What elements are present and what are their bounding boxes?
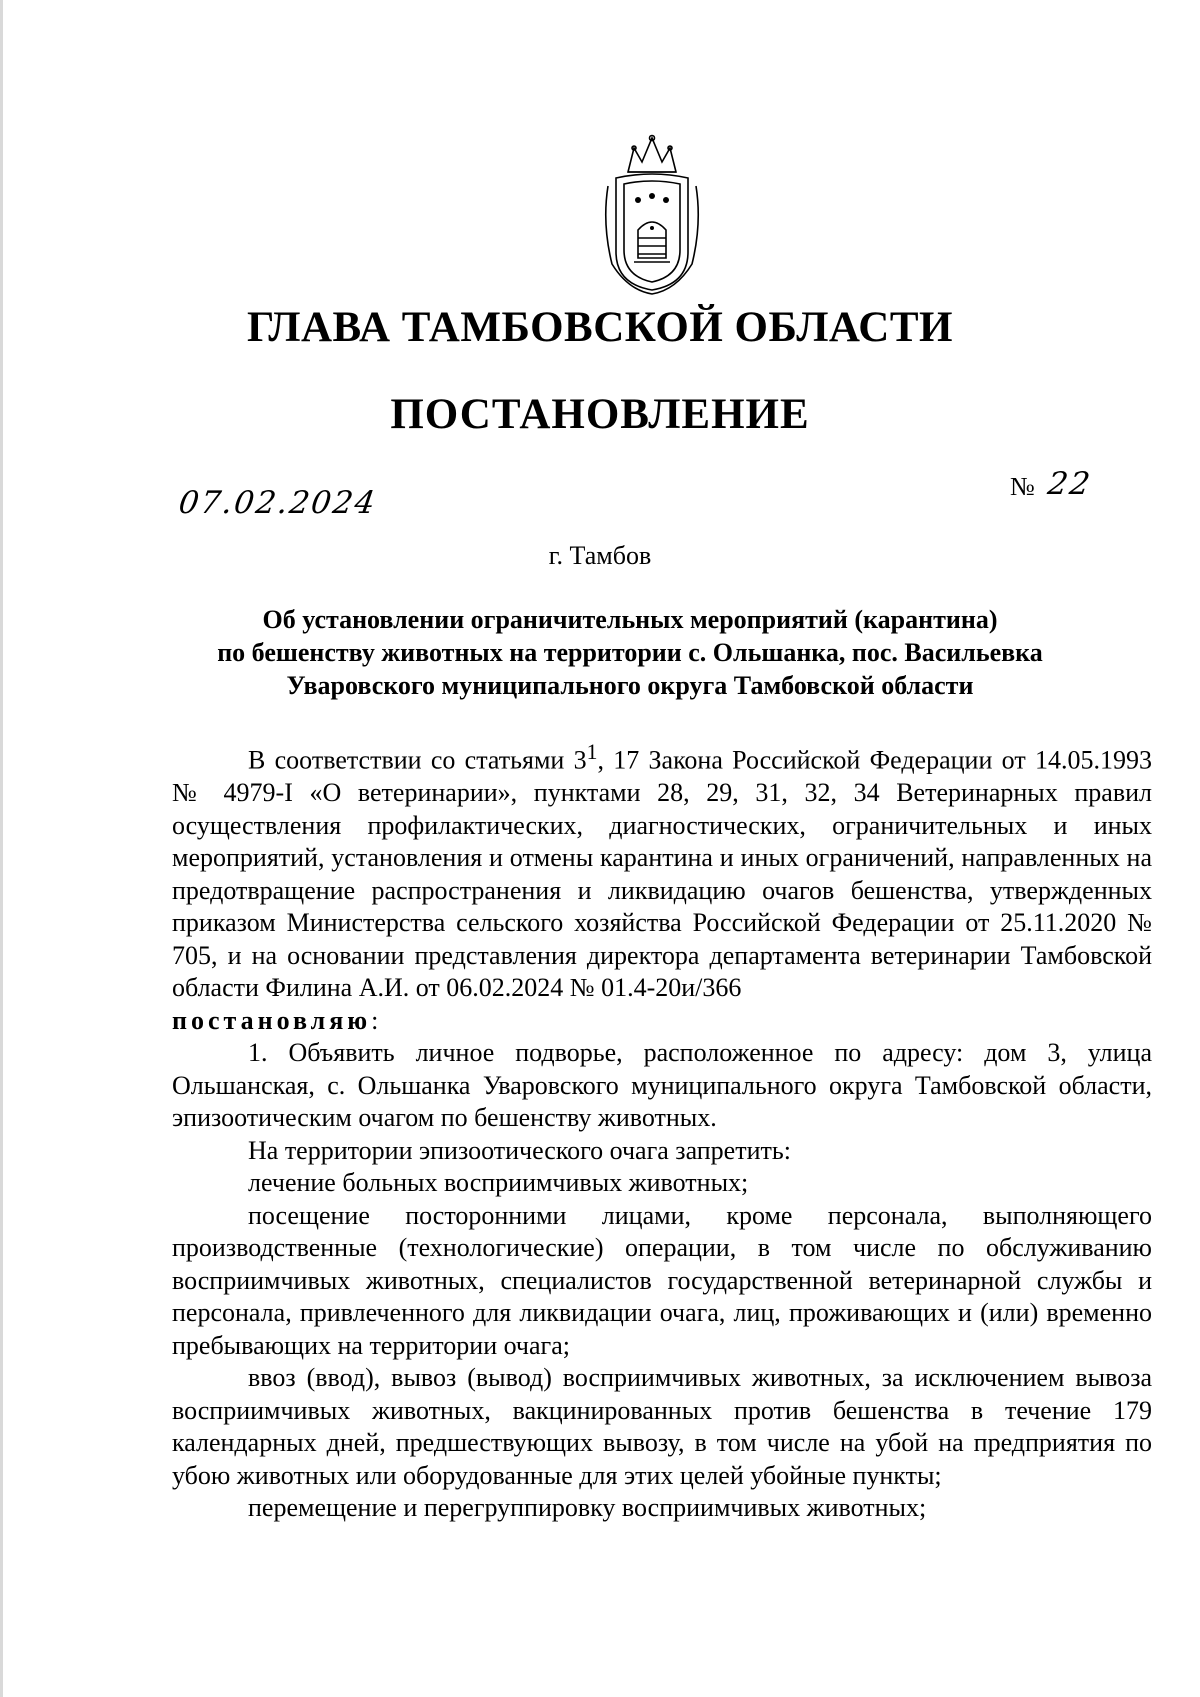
document-type-heading: ПОСТАНОВЛЕНИЕ <box>390 391 810 438</box>
document-body <box>172 736 1152 1525</box>
prohibit-intro: На территории эпизоотического очага запретить: <box>248 1135 791 1165</box>
title-line: Уваровского муниципального округа Тамбовской области <box>286 671 974 700</box>
number-sign: № <box>1010 472 1035 501</box>
article-superscript: 1 <box>586 740 598 764</box>
preamble-text: В соответствии со статьями 3 <box>248 745 587 775</box>
item-1-paragraph: 1. Объявить личное подворье, расположенное по адресу: дом 3, улица Ольшанская, с. Ольшанка Уваровского муниципального округа Тамбовской области, эпизоотическим очагом по бешенству животных. <box>172 1038 1152 1133</box>
scan-edge <box>0 0 3 1697</box>
preamble-paragraph <box>172 736 1152 1005</box>
prohibit-item: посещение посторонними лицами, кроме персонала, выполняющего производственные (технологические) операции, в том числе по обслуживанию восприимчивых животных, специалистов государственной ветеринарной службы и персонала, привлеченного для ликвидации очага, лиц, проживающих и (или) временно пребывающих на территории очага; <box>172 1200 1152 1360</box>
authority-heading: ГЛАВА ТАМБОВСКОЙ ОБЛАСТИ <box>247 304 953 351</box>
prohibit-item: ввоз (ввод), вывоз (вывод) восприимчивых животных, за исключением вывоза восприимчивых животных, вакцинированных против бешенства в течение 179 календарных дней, предшествующих вывозу, в том числе на убой на предприятия по убою животных или оборудованные для этих целей убойные пункты; <box>172 1363 1152 1490</box>
prohibit-item: перемещение и перегруппировку восприимчивых животных; <box>248 1493 927 1523</box>
preamble-text-continued: , 17 Закона Российской Федерации от 14.05.1993 № 4979-I «О ветеринарии», пунктами 28, 29, 31, 32, 34 Ветеринарных правил осуществления профилактических, диагностических, ограничительных и иных мероприятий, установления и отмены карантина и иных ограничений, направленных на предотвращение распространения и ликвидацию очагов бешенства, утвержденных приказом Министерства сельского хозяйства Российской Федерации от 25.11.2020 № 705, и на основании представления директора департамента ветеринарии Тамбовской области Филина А.И. от 06.02.2024 № 01.4-20и/366 <box>172 745 1152 1003</box>
document-title <box>150 603 1110 702</box>
prohibit-item: лечение больных восприимчивых животных; <box>248 1168 749 1198</box>
title-line: Об установлении ограничительных мероприятий (карантина) <box>262 605 998 634</box>
decree-colon: : <box>371 1005 379 1035</box>
handwritten-date: 07.02.2024 <box>176 485 380 521</box>
handwritten-number: 22 <box>1045 466 1094 502</box>
title-line: по бешенству животных на территории с. Ольшанка, пос. Васильевка <box>217 638 1043 667</box>
decree-word: постановляю <box>172 1005 372 1035</box>
decree-line <box>172 1005 1152 1038</box>
city-line: г. Тамбов <box>548 541 652 570</box>
tambov-coat-of-arms-emblem <box>598 134 706 296</box>
